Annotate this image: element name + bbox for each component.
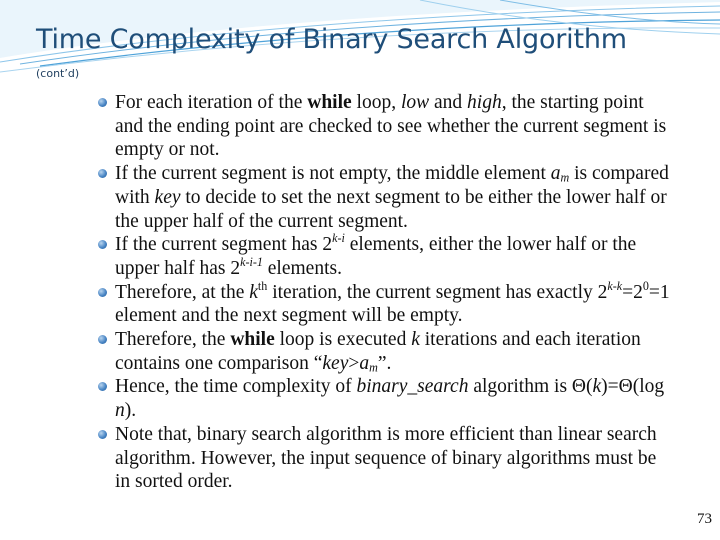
bullet-text-segment: 0 [642,278,649,293]
bullet-text-segment: while [307,92,352,113]
bullet-text-segment: iteration, the current segment has exactly 2 [267,281,608,303]
bullet-text-segment: loop, [351,92,401,113]
bullet-item [98,375,670,422]
bullet-item [98,162,670,233]
bullet-text-segment: ). [124,400,137,422]
slide-subtitle: (cont’d) [36,67,80,80]
bullet-text-segment: a [359,352,370,374]
bullet-text-segment: n [115,400,125,422]
bullet-text-segment: elements. [262,257,342,279]
bullet-text-segment: For each iteration of the [115,92,308,113]
bullet-text-segment: If the current segment is not empty, the middle element [115,163,551,185]
bullet-text-segment: Therefore, the [115,329,231,351]
bullet-text-segment: k-i [332,231,345,246]
bullet-text-segment: =2 [622,281,643,303]
bullet-item [98,423,670,494]
bullet-text-segment: Therefore, at the [115,281,250,303]
bullet-text-segment: k-i-1 [240,255,263,270]
bullet-text-segment: while [230,329,275,351]
bullet-text-segment: Note that, binary search algorithm is more efficient than linear search algorithm. However, the input sequence of binary algorithms must be in sorted order. [115,423,657,493]
bullet-text-segment: key [154,186,181,208]
bullet-text-segment: to decide to set the next segment to be either the lower half or the upper half of the current segment. [115,186,667,232]
page-number: 73 [697,511,712,527]
bullet-text-segment: Hence, the time complexity of [115,376,357,398]
bullet-text-segment: a [550,163,561,185]
bullet-text-segment: binary_search [356,376,469,398]
bullet-text-segment: m [369,360,378,375]
bullet-text-segment: , the starting point and the ending point are checked to see whether the current segment is empty or not. [115,92,667,161]
bullet-text-segment: low [400,92,430,113]
bullet-text-segment: high [467,92,502,113]
bullet-text-segment: key [322,352,349,374]
bullet-list [98,91,670,494]
bullet-text-segment: k [592,376,602,398]
bullet-text-segment: ”. [377,352,392,374]
bullet-item [98,233,670,280]
bullet-text-segment: k-k [607,278,623,293]
bullet-item [98,278,670,328]
bullet-text-segment: > [348,352,360,374]
slide-title: Time Complexity of Binary Search Algorithm [36,24,627,55]
bullet-text-segment: k [411,329,420,351]
bullet-text-segment: m [560,170,570,185]
bullet-text-segment: =1 element and the next segment will be empty. [115,281,670,327]
bullet-text-segment: If the current segment has 2 [115,234,333,256]
bullet-text-segment: loop is executed [274,329,412,351]
bullet-text-segment: iterations and each iteration contains one comparison “ [115,329,641,374]
bullet-text-segment: is compared with [115,163,669,208]
bullet-item [98,91,670,162]
bullet-text-segment: )=Θ(log [601,376,665,398]
bullet-item [98,328,670,375]
bullet-text-segment: and [429,92,468,113]
bullet-text-segment: algorithm is Θ( [468,376,593,398]
bullet-text-segment: k [249,281,258,303]
bullet-text-segment: elements, either the lower half or the upper half has 2 [115,234,637,279]
bullet-text-segment: th [257,278,268,293]
